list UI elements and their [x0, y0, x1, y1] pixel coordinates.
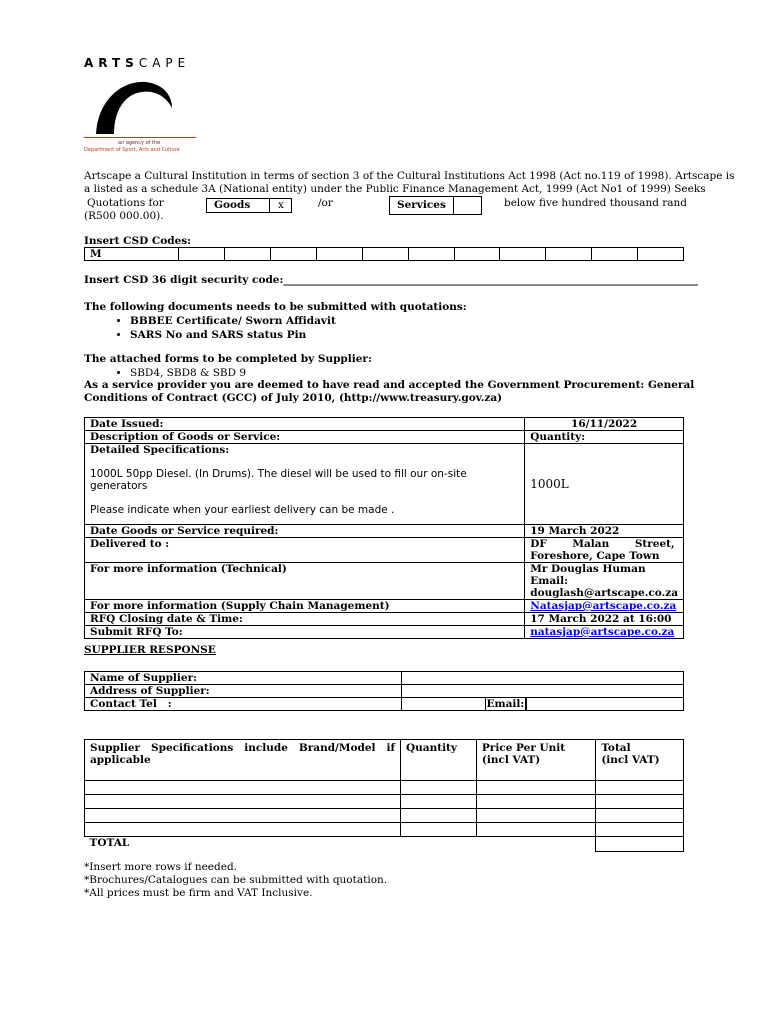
artscape-arch-logo — [94, 78, 174, 134]
quantity-cell[interactable] — [401, 809, 477, 823]
total-cell[interactable] — [596, 781, 684, 795]
logo-subtitle: an agency of the — [118, 140, 161, 146]
quantity-value: 1000L — [525, 444, 684, 525]
goods-checkbox[interactable]: x — [278, 199, 284, 211]
quantity-cell[interactable] — [401, 781, 477, 795]
table-row — [85, 444, 684, 525]
gcc-line-2: Conditions of Contract (GCC) of July 2010, (http://www.treasury.gov.za) — [84, 392, 503, 404]
table-row — [85, 823, 684, 837]
csd-code-cell[interactable] — [225, 248, 271, 261]
csd-code-cell[interactable] — [500, 248, 546, 261]
forms-list — [94, 366, 246, 380]
quantity-cell[interactable] — [401, 795, 477, 809]
spec-line-2: Please indicate when your earliest delivery can be made . — [90, 504, 395, 516]
required-date-label: Date Goods or Service required: — [85, 525, 525, 538]
table-row — [85, 418, 684, 431]
scm-info-label: For more information (Supply Chain Management) — [85, 600, 525, 613]
date-issued-value: 16/11/2022 — [525, 418, 684, 431]
supplier-address-field[interactable] — [402, 685, 684, 698]
technical-contact — [525, 563, 684, 600]
total-label: TOTAL — [89, 837, 130, 849]
logo-department: Department of Sport, Arts and Culture — [84, 147, 180, 153]
technical-email: douglash@artscape.co.za — [530, 587, 678, 599]
supplier-address-label: Address of Supplier: — [85, 685, 402, 698]
price-cell[interactable] — [476, 823, 595, 837]
spec-cell[interactable] — [85, 823, 401, 837]
spec-cell[interactable] — [85, 781, 401, 795]
delivered-to-value — [525, 538, 684, 563]
csd-code-cell[interactable] — [271, 248, 317, 261]
technical-email-label: Email: — [530, 575, 569, 587]
csd-code-cell[interactable] — [408, 248, 454, 261]
spec-cell[interactable] — [85, 795, 401, 809]
email-field[interactable] — [527, 698, 684, 711]
contact-tel-field[interactable] — [402, 698, 527, 711]
required-date-value: 19 March 2022 — [525, 525, 684, 538]
specifications-cell — [85, 444, 525, 525]
total-header — [596, 740, 684, 781]
services-label: Services — [397, 199, 446, 211]
csd-codes-label: Insert CSD Codes: — [84, 235, 192, 247]
csd-codes-row — [85, 248, 684, 261]
spec-header-line-1: Supplier Specifications include Brand/Model if — [90, 742, 395, 754]
total-cell[interactable] — [596, 809, 684, 823]
supplier-specifications-header — [85, 740, 401, 781]
csd-code-cell[interactable] — [546, 248, 592, 261]
detailed-specifications-label: Detailed Specifications: — [90, 444, 230, 456]
technical-info-label: For more information (Technical) — [85, 563, 525, 600]
email-label: Email: — [486, 698, 525, 710]
csd-code-cell[interactable] — [592, 248, 638, 261]
list-item: • SARS No and SARS status Pin — [130, 328, 336, 342]
table-row — [85, 809, 684, 823]
table-row — [85, 563, 684, 600]
price-header-line-2: (incl VAT) — [481, 754, 541, 766]
scm-email-link[interactable]: Natasjap@artscape.co.za — [530, 600, 677, 612]
price-per-unit-header — [476, 740, 595, 781]
documents-list — [94, 314, 336, 342]
csd-code-cell[interactable] — [362, 248, 408, 261]
pricing-header-row — [85, 740, 684, 781]
goods-label: Goods — [214, 199, 251, 211]
spec-header-line-2: applicable — [90, 754, 151, 766]
table-row — [85, 685, 684, 698]
logo-divider — [84, 137, 196, 138]
closing-date-label: RFQ Closing date & Time: — [85, 613, 525, 626]
pricing-table — [84, 739, 684, 852]
delivered-address-line-1: DF Malan Street, — [530, 538, 675, 550]
total-cell[interactable] — [596, 795, 684, 809]
description-label: Description of Goods or Service: — [85, 431, 525, 444]
grand-total-cell[interactable] — [596, 837, 684, 852]
quantity-header: Quantity — [401, 740, 477, 781]
price-cell[interactable] — [476, 781, 595, 795]
rfq-details-table — [84, 417, 684, 639]
table-row — [85, 613, 684, 626]
table-row — [85, 672, 684, 685]
csd-code-cell[interactable] — [454, 248, 500, 261]
date-issued-label: Date Issued: — [85, 418, 525, 431]
csd-code-cell[interactable] — [179, 248, 225, 261]
supplier-info-table — [84, 671, 684, 711]
note-3: *All prices must be firm and VAT Inclusive. — [84, 887, 313, 899]
note-1: *Insert more rows if needed. — [84, 861, 238, 873]
intro-line-1: Artscape a Cultural Institution in terms of section 3 of the Cultural Institutions Act 1998 (Act no.119 of 1998). Artscape is — [84, 170, 735, 182]
documents-heading: The following documents needs to be submitted with quotations: — [84, 301, 467, 313]
forms-heading: The attached forms to be completed by Supplier: — [84, 353, 372, 365]
table-row — [85, 538, 684, 563]
supplier-name-label: Name of Supplier: — [85, 672, 402, 685]
submit-rfq-label: Submit RFQ To: — [85, 626, 525, 639]
gcc-line-1: As a service provider you are deemed to have read and accepted the Government Procurement: General — [84, 379, 695, 391]
delivered-address-line-2: Foreshore, Cape Town — [530, 550, 660, 562]
table-row — [85, 781, 684, 795]
price-cell[interactable] — [476, 809, 595, 823]
below-amount-text: below five hundred thousand rand — [504, 197, 688, 209]
note-2: *Brochures/Catalogues can be submitted with quotation. — [84, 874, 388, 886]
spec-line-1: 1000L 50pp Diesel. (In Drums). The diesel will be used to fill our on-site generators — [90, 468, 467, 492]
contact-tel-label: Contact Tel : — [85, 698, 402, 711]
csd-code-cell[interactable] — [316, 248, 362, 261]
csd-code-cell[interactable]: M — [85, 248, 179, 261]
table-row — [85, 525, 684, 538]
total-header-line-2: (incl VAT) — [601, 754, 660, 766]
technical-contact-name: Mr Douglas Human — [530, 563, 646, 575]
table-row — [85, 600, 684, 613]
delivered-to-label: Delivered to : — [85, 538, 525, 563]
closing-date-value: 17 March 2022 at 16:00 — [525, 613, 684, 626]
supplier-name-field[interactable] — [402, 672, 684, 685]
table-row — [85, 698, 684, 711]
table-row — [85, 431, 684, 444]
quotations-for-label: Quotations for — [87, 197, 164, 209]
csd-codes-table — [84, 247, 684, 261]
submit-email-link[interactable]: natasjap@artscape.co.za — [530, 626, 675, 638]
total-cell[interactable] — [596, 823, 684, 837]
or-text: /or — [318, 197, 333, 209]
csd-security-code-label: Insert CSD 36 digit security code:_______________________________________________________________________________ — [84, 274, 699, 286]
list-item: • BBBEE Certificate/ Sworn Affidavit — [130, 314, 336, 328]
intro-line-2: a listed as a schedule 3A (National entity) under the Public Finance Management Act, 1999 (Act No1 of 1999) Seeks — [84, 183, 706, 195]
table-row — [85, 795, 684, 809]
quantity-cell[interactable] — [401, 823, 477, 837]
total-header-line-1: Total — [601, 742, 631, 754]
services-checkbox-group — [389, 196, 482, 215]
logo-wordmark: ARTSCAPE — [84, 56, 191, 70]
quantity-label: Quantity: — [525, 431, 684, 444]
spec-cell[interactable] — [85, 809, 401, 823]
amount-text: (R500 000.00). — [84, 210, 164, 222]
price-header-line-1: Price Per Unit — [481, 742, 566, 754]
table-row — [85, 626, 684, 639]
supplier-response-heading: SUPPLIER RESPONSE — [84, 644, 216, 656]
csd-code-cell[interactable] — [638, 248, 684, 261]
list-item: • SBD4, SBD8 & SBD 9 — [130, 366, 246, 380]
total-row — [85, 837, 684, 852]
price-cell[interactable] — [476, 795, 595, 809]
goods-checkbox-group — [206, 198, 292, 213]
